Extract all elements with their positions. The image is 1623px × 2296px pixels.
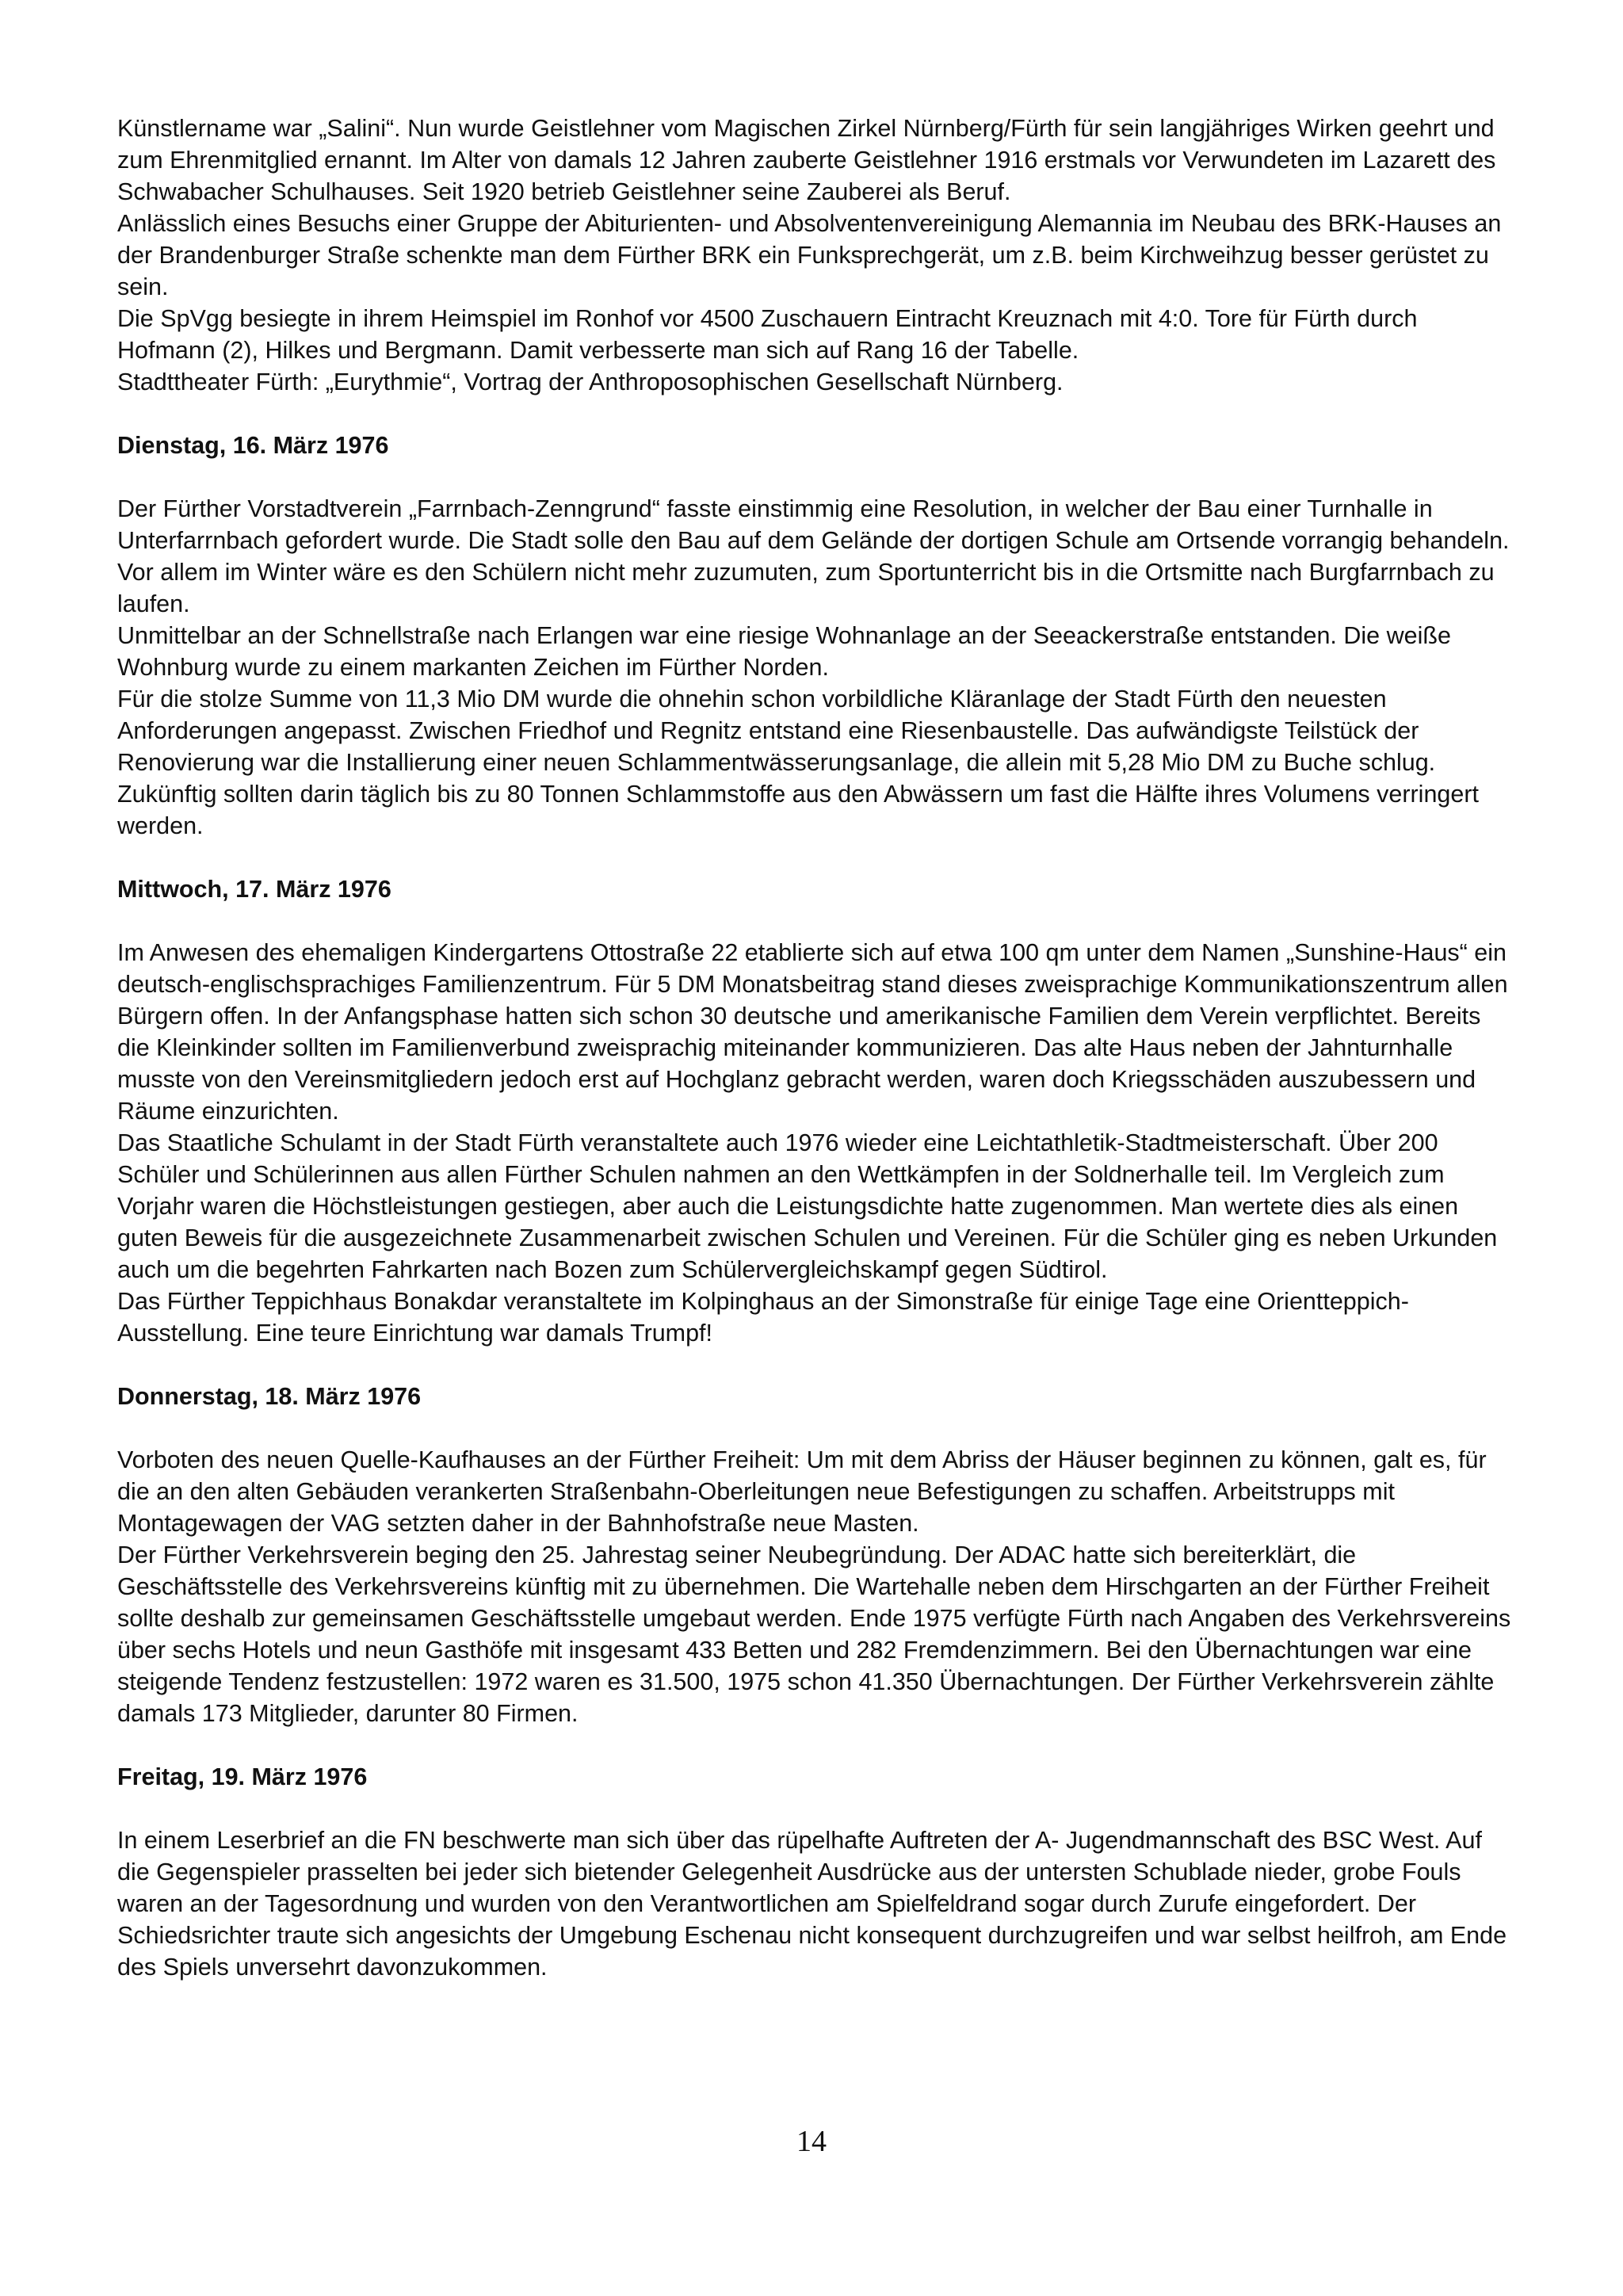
page-number: 14 xyxy=(796,2125,827,2158)
paragraph: Das Fürther Teppichhaus Bonakdar veranstaltete im Kolpinghaus an der Simonstraße für einige Tage eine Orientteppich-Ausstellung. Eine teure Einrichtung war damals Trumpf! xyxy=(117,1288,1409,1347)
paragraph: Anlässlich eines Besuchs einer Gruppe der Abiturienten- und Absolventenvereinigung Alemannia im Neubau des BRK-Hauses an der Brandenburger Straße schenkte man dem Fürther BRK ein Funksprechgerät, um z.B. beim Kirchweihzug besser gerüstet zu sein. xyxy=(117,210,1502,300)
date-heading: Donnerstag, 18. März 1976 xyxy=(117,1383,422,1410)
paragraph: Im Anwesen des ehemaligen Kindergartens Ottostraße 22 etablierte sich auf etwa 100 qm unter dem Namen „Sunshine-Haus“ ein deutsch-englischsprachiges Familienzentrum. Für 5 DM Monatsbeitrag stand dieses zweisprachige Kommunikationszentrum allen Bürgern offen. In der Anfangsphase hatten sich schon 30 deutsche und amerikanische Familien dem Verein verpflichtet. Bereits die Kleinkinder sollten im Familienverbund zweisprachig miteinander kommunizieren. Das alte Haus neben der Jahnturnhalle musste von den Vereinsmitgliedern jedoch erst auf Hochglanz gebracht werden, waren doch Kriegsschäden auszubessern und Räume einzurichten. xyxy=(117,939,1508,1125)
date-section xyxy=(117,430,1512,842)
date-heading: Dienstag, 16. März 1976 xyxy=(117,432,389,459)
date-heading: Freitag, 19. März 1976 xyxy=(117,1763,368,1790)
paragraph: Künstlername war „Salini“. Nun wurde Geistlehner vom Magischen Zirkel Nürnberg/Fürth für sein langjähriges Wirken geehrt und zum Ehrenmitglied ernannt. Im Alter von damals 12 Jahren zauberte Geistlehner 1916 erstmals vor Verwundeten im Lazarett des Schwabacher Schulhauses. Seit 1920 betrieb Geistlehner seine Zauberei als Beruf. xyxy=(117,115,1496,205)
paragraph: Stadttheater Fürth: „Eurythmie“, Vortrag der Anthroposophischen Gesellschaft Nürnberg. xyxy=(117,369,1064,395)
date-section xyxy=(117,873,1512,1349)
paragraph: Vorboten des neuen Quelle-Kaufhauses an der Fürther Freiheit: Um mit dem Abriss der Häuser beginnen zu können, galt es, für die an den alten Gebäuden verankerten Straßenbahn-Oberleitungen neue Befestigungen zu schaffen. Arbeitstrupps mit Montagewagen der VAG setzten daher in der Bahnhofstraße neue Masten. xyxy=(117,1446,1487,1537)
paragraph: In einem Leserbrief an die FN beschwerte man sich über das rüpelhafte Auftreten der A- Jugendmannschaft des BSC West. Auf die Gegenspieler prasselten bei jeder sich bietender Gelegenheit Ausdrücke aus der untersten Schublade nieder, grobe Fouls waren an der Tagesordnung und wurden von den Verantwortlichen am Spielfeldrand sogar durch Zurufe eingefordert. Der Schiedsrichter traute sich angesichts der Umgebung Eschenau nicht konsequent durchzugreifen und war selbst heilfroh, am Ende des Spiels unversehrt davonzukommen. xyxy=(117,1827,1507,1981)
paragraph: Der Fürther Verkehrsverein beging den 25. Jahrestag seiner Neubegründung. Der ADAC hatte sich bereiterklärt, die Geschäftsstelle des Verkehrsvereins künftig mit zu übernehmen. Die Wartehalle neben dem Hirschgarten an der Fürther Freiheit sollte deshalb zur gemeinsamen Geschäftsstelle umgebaut werden. Ende 1975 verfügte Fürth nach Angaben des Verkehrsvereins über sechs Hotels und neun Gasthöfe mit insgesamt 433 Betten und 282 Fremdenzimmern. Bei den Übernachtungen war eine steigende Tendenz festzustellen: 1972 waren es 31.500, 1975 schon 41.350 Übernachtungen. Der Fürther Verkehrsverein zählte damals 173 Mitglieder, darunter 80 Firmen. xyxy=(117,1541,1511,1727)
paragraph: Für die stolze Summe von 11,3 Mio DM wurde die ohnehin schon vorbildliche Kläranlage der Stadt Fürth den neuesten Anforderungen angepasst. Zwischen Friedhof und Regnitz entstand eine Riesenbaustelle. Das aufwändigste Teilstück der Renovierung war die Installierung einer neuen Schlammentwässerungsanlage, die allein mit 5,28 Mio DM zu Buche schlug. Zukünftig sollten darin täglich bis zu 80 Tonnen Schlammstoffe aus den Abwässern um fast die Hälfte ihres Volumens verringert werden. xyxy=(117,686,1479,839)
date-section xyxy=(117,1761,1512,1983)
date-heading: Mittwoch, 17. März 1976 xyxy=(117,876,391,903)
intro-block xyxy=(117,113,1512,398)
date-section xyxy=(117,1381,1512,1729)
paragraph: Der Fürther Vorstadtverein „Farrnbach-Zenngrund“ fasste einstimmig eine Resolution, in welcher der Bau einer Turnhalle in Unterfarrnbach gefordert wurde. Die Stadt solle den Bau auf dem Gelände der dortigen Schule am Ortsende vorrangig behandeln. Vor allem im Winter wäre es den Schülern nicht mehr zuzumuten, zum Sportunterricht bis in die Ortsmitte nach Burgfarrnbach zu laufen. xyxy=(117,495,1510,617)
paragraph: Die SpVgg besiegte in ihrem Heimspiel im Ronhof vor 4500 Zuschauern Eintracht Kreuznach mit 4:0. Tore für Fürth durch Hofmann (2), Hilkes und Bergmann. Damit verbesserte man sich auf Rang 16 der Tabelle. xyxy=(117,305,1418,364)
paragraph: Das Staatliche Schulamt in der Stadt Fürth veranstaltete auch 1976 wieder eine Leichtathletik-Stadtmeisterschaft. Über 200 Schüler und Schülerinnen aus allen Fürther Schulen nahmen an den Wettkämpfen in der Soldnerhalle teil. Im Vergleich zum Vorjahr waren die Höchstleistungen gestiegen, aber auch die Leistungsdichte hatte zugenommen. Man wertete dies als einen guten Beweis für die ausgezeichnete Zusammenarbeit zwischen Schulen und Vereinen. Für die Schüler ging es neben Urkunden auch um die begehrten Fahrkarten nach Bozen zum Schülervergleichskampf gegen Südtirol. xyxy=(117,1129,1498,1283)
paragraph: Unmittelbar an der Schnellstraße nach Erlangen war eine riesige Wohnanlage an der Seeackerstraße entstanden. Die weiße Wohnburg wurde zu einem markanten Zeichen im Fürther Norden. xyxy=(117,622,1451,681)
page-content xyxy=(117,113,1512,1983)
